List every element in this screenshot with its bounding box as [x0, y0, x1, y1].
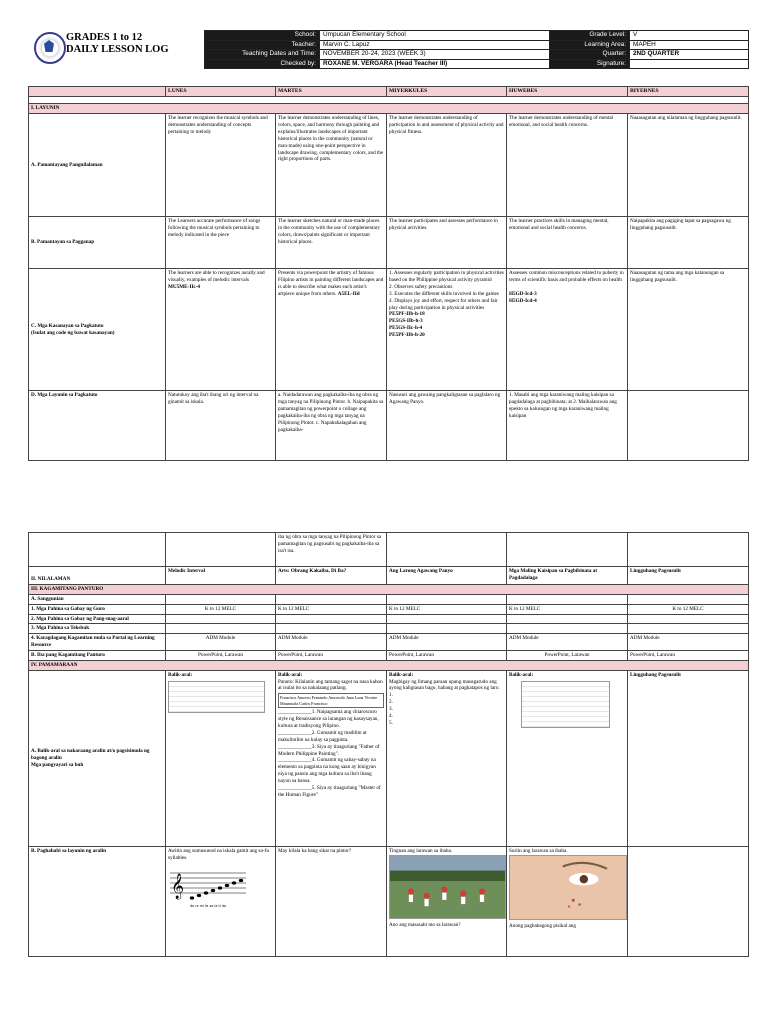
competency-code: PE5GS-IIc-h-4	[389, 325, 423, 332]
row-continuation: iba ng obra sa mga tanyag na Pilipinong Pintor sa pamamagitan ng pagsusabi ng pagkakaiba-iba sa isa't isa.	[29, 533, 749, 567]
lesson-log-header	[28, 30, 748, 74]
procedures-table-wrap	[28, 532, 748, 957]
row-paghahabi: B. Paghahabi sa layunin ng aralin Awitin ang sumusunod na iskala gamit ang so-fa syllables. 𝄞 do re mi fa so la ti do May kilala ka bang sikat na pintor? Tingnan ang larawan sa ibaba. Ano ang masasabi mo sa larawan? Suriin ang larawan sa ibaba. Anong pagbabagong pisikal ang	[29, 846, 749, 956]
header-info-table: School: Umpucan Elementary School Grade Level: V Teacher: Marvin C. Lapuz Learning Area: MAPEH Teaching Dates and Time: NOVEMBER 20-24, 2023 (WEEK 3) Quarter: 2ND QUARTER Checked by: ROXANE M. VERGARA (Head Teacher III) Signature:	[204, 30, 749, 69]
row-balik-aral: A. Balik-aral sa nakaraang aralin at/o pagsisimula ng bagong aralin Mga pangyayari sa buh Balik-aral: Balik-aral: Panuto: Kilalanin ang tamang sagot na nasa kahon at isulat ito sa nakalaang patlang. Francisco Amorso Fernando Amorsolo Juan Luna Vicente Manansala Carlos Francisco _____________1. Naipagsama ang chiaroscuro style ng Renaissance sa larangan ng kasaysayan, kultura at tradisyong Pilipino. _____________2. Gumamit ng madilim at makulimlim na kulay sa pagpinta. _____________3. Siya ay tinaguriang "Father of Modern Philippine Painting". _____________4. Gumamit ng sabay-sabay na elemento sa pagpinta na kung saan ay binigyan niya ng pansin ang mga kultura sa iba't ibang nayon sa bansa. _____________5. Siya ay tinaguriang "Master of the Human Figure" Balik-aral: Magbigay ng limang paraan upang mausgarudo ang ayong kaligtasan bago, habang at pagkatapos ng laro. 1. 2. 3. 4. 5. Balik-aral: Lingguhang Pagsusulit	[29, 670, 749, 846]
section-layunin: I. LAYUNIN	[29, 104, 749, 114]
row-gabay-guro: 1. Mga Pahina sa Gabay ng Guro K to 12 MELC K to 12 MELC K to 12 MELC K to 12 MELC K to 12 MELC	[29, 604, 749, 614]
day-biyernes: BIYERNES	[628, 87, 749, 97]
competency-code: PE5GS-IIb-h-3	[389, 318, 423, 325]
competency-code: PE5PF-IIb-h-18	[389, 311, 425, 318]
checklist-thumbnail	[521, 681, 610, 728]
answer-choices-box: Francisco Amorso Fernando Amorsolo Juan Luna Vicente Manansala Carlos Francisco	[278, 693, 384, 708]
deped-seal-icon	[34, 32, 66, 64]
teacher-value: Marvin C. Lapuz	[320, 40, 550, 50]
area-value: MAPEH	[630, 40, 749, 50]
row-portal: 4. Karagdagang Kagamitan mula sa Portal ng Learning Resource ADM Module ADM Module ADM Module ADM Module ADM Module	[29, 634, 749, 651]
face-acne-photo	[509, 855, 627, 920]
quarter-value: 2ND QUARTER	[630, 50, 749, 60]
worksheet-thumbnail	[168, 681, 265, 713]
section-kagamitan: III. KAGAMITANG PANTURO	[29, 585, 749, 595]
log-title: GRADES 1 to 12 DAILY LESSON LOG	[66, 32, 169, 55]
competency-code: PE5PF-IIb-h-20	[389, 331, 425, 338]
dates-value: NOVEMBER 20-24, 2023 (WEEK 3)	[320, 50, 550, 60]
signature-value	[630, 59, 749, 69]
row-layunin-sa-pagkatuto: D. Mga Layunin sa Pagkatuto Natutukoy ang iba't ibang uri ng interval na ginamit sa iskala. a. Naidadarawan ang pagkakaiba-iba ng obra ng mga tanyag na Pilipinong Pintor. b. Naipapakita sa pamamagitan ng powerpoint o collage ang pagkakaiba-iba ng obra ng mga tanyag na Pilipinong Pintor. c. Napahahalagahan ang pagkakaiba- Nasusuri ang gawaing pangkaligtasan sa paglalaro ng Agawang Panyo. 1. Masabi ang mga karaniwang maling kaisipan sa pagdadalaga at pagbibinata; at 2. Maihalarawan ang epekto sa kalusugan ng mga karaniwang maling kaisipan	[29, 391, 749, 461]
solfa-syllables: do re mi fa so la ti do	[190, 904, 227, 909]
row-pamantayan-sa-pagganap: B. Pamantayan sa Pagganap The Learners accurate performance of songs following the musical symbols pertaining to melody indicated in the piece The learner sketches natural or man-made places in the community with the use of complementary colors, draws/paints significant or important historical places. The learner participates and assesses performance in physical activities. The learner practices skills in managing mental, emotional and social health concerns. Naipapakita ang pagiging tapat sa pagsagawa ng lingguhang pagsusulit.	[29, 217, 749, 269]
procedures-table: iba ng obra sa mga tanyag na Pilipinong Pintor sa pamamagitan ng pagsusabi ng pagkakaiba-iba sa isa't isa. II. NILALAMAN Melodic Interval Arts: Obrang Kakaiba, Di Ba? Ang Larong Agawang Panyo Mga Maling Kaisipan sa Pagbibinata at Pagdadalaga Lingguhang Pagsusulit III. KAGAMITANG PANTURO A. Sanggunian 1. Mga Pahina sa Gabay ng Guro K to 12 MELC K to 12 MELC K to 12 MELC K to 12 MELC K to 12 MELC 2. Mga Pahina sa Gabay ng Pang-mag-aaral 3. Mga Pahina sa Teksbuk 4. Karagdagang Kagamitan mula sa Portal ng Learning Resource ADM Module ADM Module ADM Module ADM Module ADM Module B. Iba pang Kagamitang Panturo PowerPoint, Larawan PowerPoint, Larawan PowerPoint, Larawan PowerPoint, Larawan PowerPoint, Larawan IV. PAMAMARAAN A. Balik-aral sa nakaraang aralin at/o pagsisimula ng bagong aralin Mga pangyayari sa buh Balik-aral: Balik-aral: Panuto: Kilalanin ang tamang sagot na nasa kahon at isulat ito sa nakalaang patlang. Francisco Amorso Fernando Amorsolo Juan Luna Vicente Manansala Carlos Francisco _____________1. Naipagsama ang chiaroscuro style ng Renaissance sa larangan ng kasaysayan, kultura at tradisyong Pilipino. _____________2. Gumamit ng madilim at makulimlim na kulay sa pagpinta. _____________3. Siya ay tinaguriang "Father of Modern Philippine Painting". _____________4. Gumamit ng sabay-sabay na elemento sa pagpinta na kung saan ay binigyan niya ng pansin ang mga kultura sa iba't ibang nayon sa bansa. _____________5. Siya ay tinaguriang "Master of the Human Figure" Balik-aral: Magbigay ng limang paraan upang mausgarudo ang ayong kaligtasan bago, habang at pagkatapos ng laro. 1. 2. 3. 4. 5. Balik-aral: Lingguhang Pagsusulit B. Paghahabi sa layunin ng aralin Awitin ang sumusunod na iskala gamit ang so-fa syllables. 𝄞 do re mi fa so la ti do May kilala ka bang sikat na pintor? Tingnan ang larawan sa ibaba. Ano ang masasabi mo sa larawan? Suriin ang larawan sa ibaba. Anong pagbabagong pisikal ang	[28, 532, 749, 957]
competency-code: A5EL-IId	[337, 290, 360, 297]
svg-text:𝄞: 𝄞	[171, 874, 185, 900]
music-staff-icon	[168, 863, 248, 909]
competency-code: H5GD-Icd-3	[509, 290, 537, 297]
competency-code: H5GD-Icd-4	[509, 297, 537, 304]
day-miyerkules: MIYERKULES	[387, 87, 507, 97]
day-header-row	[29, 87, 749, 97]
school-value: Umpucan Elementary School	[320, 31, 550, 41]
day-lunes: LUNES	[166, 87, 276, 97]
row-nilalaman: II. NILALAMAN Melodic Interval Arts: Obrang Kakaiba, Di Ba? Ang Larong Agawang Panyo Mga Maling Kaisipan sa Pagbibinata at Pagdadalaga Lingguhang Pagsusulit	[29, 567, 749, 585]
row-iba-pang-kagamitan: B. Iba pang Kagamitang Panturo PowerPoint, Larawan PowerPoint, Larawan PowerPoint, Larawan PowerPoint, Larawan PowerPoint, Larawan	[29, 651, 749, 661]
objectives-table	[28, 86, 749, 461]
row-pamantayang-pangnilalaman: A. Pamantayang Pangnilalaman The learner recognizes the musical symbols and demonstrates understanding of concepts pertaining to melody The learner demonstrates understanding of lines, colors, space, and harmony through painting and explains/illustrates landscapes of important historical places in the community (natural or man-made) using one-point perspective in landscape drawing, complementary colors, and the right proportions of parts. The learner demonstrates understanding of participation in and assessment of physical activity and physical fitness. The learner demonstrates understanding of mental emotional, and social health concerns. Naaasagutan ang nilalaman ng lingguhang pagsusulit.	[29, 114, 749, 217]
row-kasanayan: C. Mga Kasanayan sa Pagkatuto (Isulat ang code ng bawat kasanayan) The learners are able to recognizes aurally and visually, examples of melodic intervals MU5ME-IIc-4 Presents via powerpoint the artistry of famous Filipino artists in painting different landscapes and is able to describe what makes each artist's artpiece unique from others. A5EL-IId 1. Assesses regularly participation in physical activities based on the Philippine physical activity pyramid 2. Observes safety precautions 3. Executes the different skills involved in the games 4. Displays joy and effort, respect for others and fair play during participation in physical activities PE5PF-IIb-h-18 PE5GS-IIb-h-3 PE5GS-IIc-h-4 PE5PF-IIb-h-20 Assesses common misconceptions related to puberty in terms of scientific basis and probable effects on health H5GD-Icd-3 H5GD-Icd-4 Naaasagutan ng tama ang mga katanungan sa lingguhang pagsusulit.	[29, 269, 749, 391]
children-playing-photo	[389, 855, 506, 920]
checked-value: ROXANE M. VERGARA (Head Teacher III)	[320, 59, 550, 69]
day-huwebes: HUWEBES	[507, 87, 628, 97]
grade-value: V	[630, 31, 749, 41]
objectives-table-wrap	[28, 86, 748, 461]
competency-code: MU5ME-IIc-4	[168, 283, 200, 290]
section-pamamaraan: IV. PAMAMARAAN	[29, 660, 749, 670]
day-martes: MARTES	[276, 87, 387, 97]
